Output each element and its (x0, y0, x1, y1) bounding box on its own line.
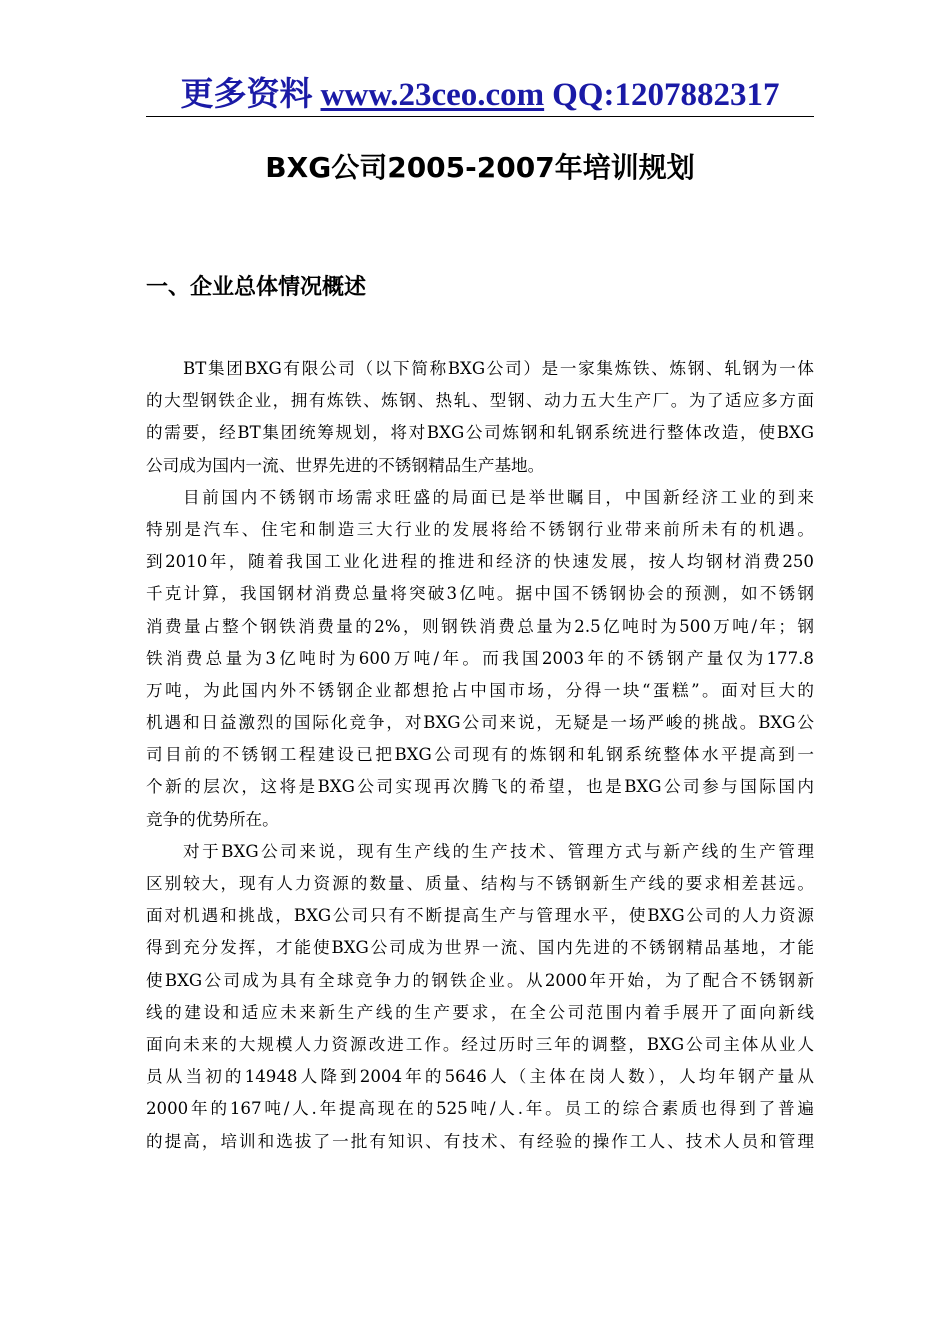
text-line: 消费量占整个钢铁消费量的2%，则钢铁消费总量为2.5亿吨时为500万吨/年；钢 (146, 616, 814, 636)
text-line: 线的建设和适应未来新生产线的生产要求，在全公司范围内着手展开了面向新线 (146, 1002, 814, 1022)
text-line: 面向未来的大规模人力资源改进工作。经过历时三年的调整，BXG公司主体从业人 (146, 1034, 814, 1054)
header-divider (146, 116, 814, 117)
paragraph-3 (146, 836, 814, 1158)
text-line: 千克计算，我国钢材消费总量将突破3亿吨。据中国不锈钢协会的预测，如不锈钢 (146, 584, 814, 604)
text-line: 铁消费总量为3亿吨时为600万吨/年。而我国2003年的不锈钢产量仅为177.8 (146, 648, 814, 668)
text-line: 面对机遇和挑战，BXG公司只有不断提高生产与管理水平，使BXG公司的人力资源 (146, 906, 814, 926)
text-line: 司目前的不锈钢工程建设已把BXG公司现有的炼钢和轧钢系统整体水平提高到一 (146, 745, 814, 765)
text-line: 机遇和日益激烈的国际化竞争，对BXG公司来说，无疑是一场严峻的挑战。BXG公 (146, 713, 814, 733)
text-line: 使BXG公司成为具有全球竞争力的钢铁企业。从2000年开始，为了配合不锈钢新 (146, 970, 814, 990)
text-line: 到2010年，随着我国工业化进程的推进和经济的快速发展，按人均钢材消费250 (146, 552, 814, 572)
text-line: 的需要，经BT集团统筹规划，将对BXG公司炼钢和轧钢系统进行整体改造，使BXG (146, 423, 814, 443)
text-line: 个新的层次，这将是BXG公司实现再次腾飞的希望，也是BXG公司参与国际国内 (146, 777, 814, 797)
text-line: 特别是汽车、住宅和制造三大行业的发展将给不锈钢行业带来前所未有的机遇。 (146, 519, 814, 539)
section-heading: 一、企业总体情况概述 (146, 275, 367, 300)
text-line: 的大型钢铁企业，拥有炼铁、炼钢、热轧、型钢、动力五大生产厂。为了适应多方面 (146, 391, 814, 411)
header-url-link[interactable]: www.23ceo.com (320, 77, 545, 113)
text-line: 万吨，为此国内外不锈钢企业都想抢占中国市场，分得一块“蛋糕”。面对巨大的 (146, 680, 814, 700)
document-title: BXG公司2005-2007年培训规划 (265, 151, 695, 184)
header-qq: QQ:1207882317 (552, 77, 780, 113)
text-line: 得到充分发挥，才能使BXG公司成为世界一流、国内先进的不锈钢精品基地，才能 (146, 938, 814, 958)
text-line: 区别较大，现有人力资源的数量、质量、结构与不锈钢新生产线的要求相差甚远。 (146, 874, 814, 893)
paragraph-2 (146, 482, 814, 836)
text-line: 目前国内不锈钢市场需求旺盛的局面已是举世瞩目，中国新经济工业的到来 (183, 487, 814, 507)
section-body (146, 353, 814, 1158)
text-line: 的提高，培训和选拔了一批有知识、有技术、有经验的操作工人、技术人员和管理 (146, 1131, 814, 1151)
text-line: 对于BXG公司来说，现有生产线的生产技术、管理方式与新产线的生产管理 (183, 841, 814, 861)
text-line: 员从当初的14948人降到2004年的5646人（主体在岗人数），人均年钢产量从 (146, 1067, 814, 1087)
text-line: 竞争的优势所在。 (146, 809, 279, 829)
text-line: 2000年的167吨/人.年提高现在的525吨/人.年。员工的综合素质也得到了普遍 (146, 1099, 814, 1119)
text-line: BT集团BXG有限公司（以下简称BXG公司）是一家集炼铁、炼钢、轧钢为一体 (183, 359, 814, 378)
text-line: 公司成为国内一流、世界先进的不锈钢精品生产基地。 (146, 455, 545, 475)
header-label: 更多资料 (180, 77, 313, 113)
page-header (146, 72, 814, 118)
paragraph-1 (146, 353, 814, 482)
